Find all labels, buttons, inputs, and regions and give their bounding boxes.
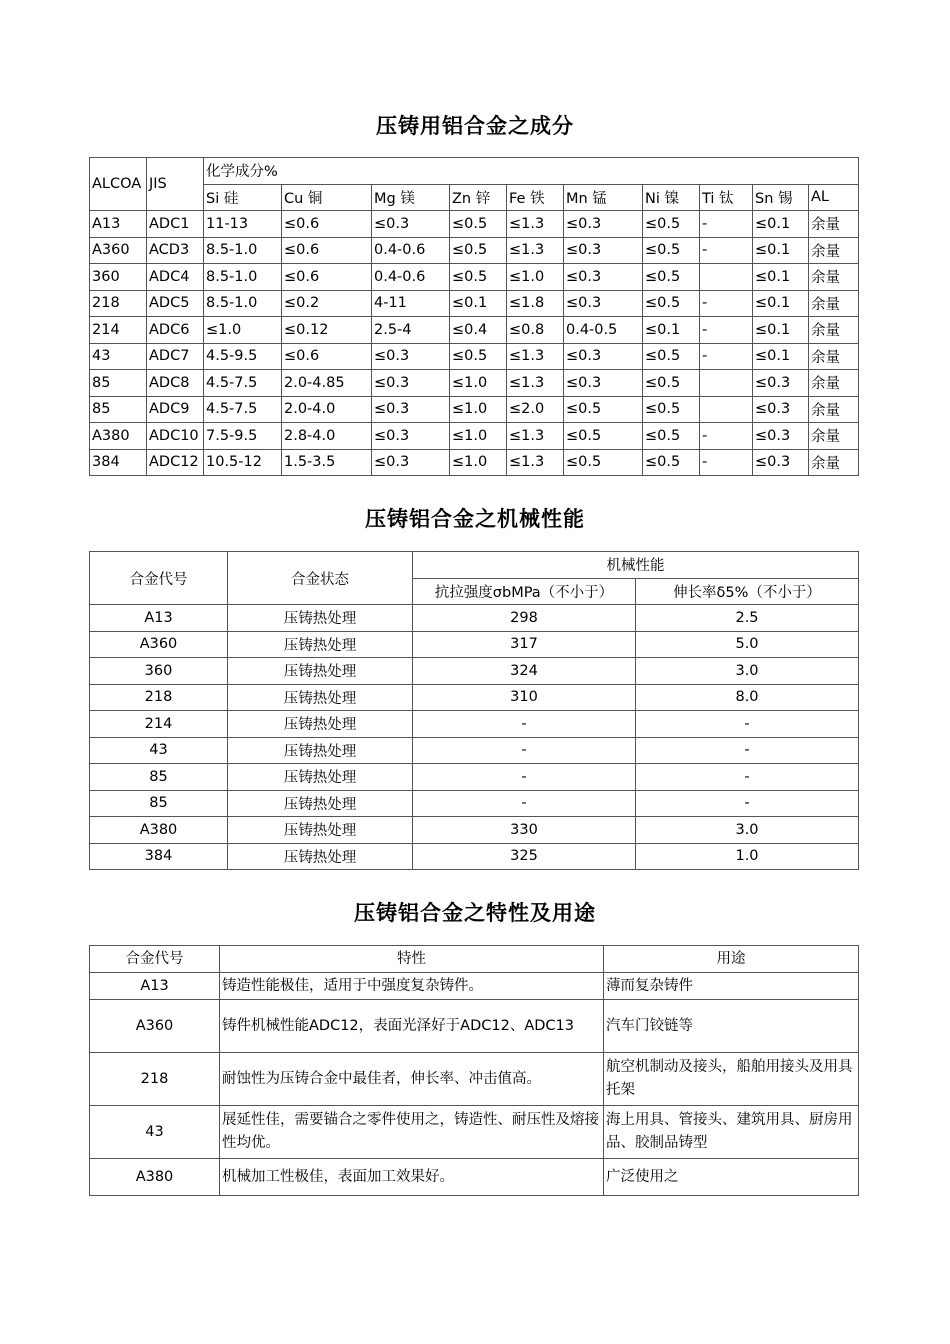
table-cell: ≤0.5 [564,423,643,450]
table-cell: ADC10 [147,423,204,450]
header-use: 用途 [604,946,859,973]
table-cell: ≤0.1 [753,211,809,238]
table-cell: 余量 [809,370,859,397]
header-element: Fe 铁 [507,184,564,211]
table-cell: - [636,711,859,738]
table-cell: A13 [90,211,147,238]
table-cell: 机械加工性极佳，表面加工效果好。 [220,1159,604,1196]
table-cell: ≤0.1 [753,317,809,344]
table-cell: ≤0.5 [643,423,700,450]
table-cell: ≤1.0 [507,264,564,291]
table-cell: 压铸热处理 [228,764,413,791]
table-cell: ≤0.5 [643,449,700,476]
table-cell: ≤0.6 [282,264,372,291]
table-cell: ≤0.1 [753,290,809,317]
table-cell: 310 [413,684,636,711]
table-cell: 298 [413,605,636,632]
header-alloy-state: 合金状态 [228,552,413,605]
table-cell: ≤0.8 [507,317,564,344]
table-cell: 0.4-0.6 [372,264,450,291]
table-cell: ≤0.5 [450,343,507,370]
table-cell: 2.5 [636,605,859,632]
table-cell: 85 [90,790,228,817]
table-cell: A360 [90,1000,220,1053]
table-cell: ≤0.3 [564,370,643,397]
table-cell: 8.5-1.0 [204,290,282,317]
table-cell: A380 [90,817,228,844]
table-cell [700,396,753,423]
table-cell: - [413,711,636,738]
table-cell: 85 [90,764,228,791]
table-cell: 2.0-4.85 [282,370,372,397]
table-cell: ≤0.6 [282,237,372,264]
table-cell: 218 [90,684,228,711]
table-cell: - [700,423,753,450]
table-cell: ≤1.8 [507,290,564,317]
table-cell [700,264,753,291]
table-cell: 广泛使用之 [604,1159,859,1196]
table-cell: ≤0.5 [643,237,700,264]
table-cell: ≤0.5 [643,396,700,423]
table-cell: A360 [90,631,228,658]
table-cell: 耐蚀性为压铸合金中最佳者，伸长率、冲击值高。 [220,1053,604,1106]
table-cell: ADC7 [147,343,204,370]
table-cell: 218 [90,290,147,317]
table-cell: ≤0.5 [450,237,507,264]
header-mechanical: 机械性能 [413,552,859,579]
table-cell: 海上用具、管接头、建筑用具、厨房用品、胶制品铸型 [604,1106,859,1159]
table-cell: 余量 [809,449,859,476]
table-cell: ADC8 [147,370,204,397]
table-cell: ≤0.3 [372,343,450,370]
table-cell: - [700,343,753,370]
table-cell: ≤1.0 [450,370,507,397]
table-cell: ≤2.0 [507,396,564,423]
table-cell: - [700,449,753,476]
table-cell: 余量 [809,290,859,317]
table-row [90,605,859,632]
table-cell: 360 [90,264,147,291]
usage-title: 压铸铝合金之特性及用途 [354,901,596,925]
mechanical-table [89,551,859,870]
table-cell: ≤0.6 [282,211,372,238]
header-element: Ni 镍 [643,184,700,211]
table-cell: 2.8-4.0 [282,423,372,450]
table-cell: ADC9 [147,396,204,423]
table-cell: ≤0.3 [372,396,450,423]
table-cell: ≤1.0 [450,423,507,450]
table-row [90,764,859,791]
header-element: Si 硅 [204,184,282,211]
table-row [90,631,859,658]
header-element: Mn 锰 [564,184,643,211]
table-cell: 压铸热处理 [228,711,413,738]
table-cell: 7.5-9.5 [204,423,282,450]
table-cell: ≤0.6 [282,343,372,370]
table-cell: ≤1.3 [507,370,564,397]
table-cell: 8.5-1.0 [204,264,282,291]
table-cell: ADC5 [147,290,204,317]
table-cell: ≤0.3 [564,211,643,238]
table-row [90,1053,859,1106]
table-cell: 8.5-1.0 [204,237,282,264]
table-cell: ≤1.0 [450,449,507,476]
table-row [90,1106,859,1159]
table-cell: 325 [413,843,636,870]
table-cell: 压铸热处理 [228,737,413,764]
table-row [90,237,859,264]
table-cell: 214 [90,711,228,738]
table-cell: A13 [90,973,220,1000]
table-cell: ≤0.3 [753,396,809,423]
table-cell: 214 [90,317,147,344]
table-cell: 330 [413,817,636,844]
table-row [90,211,859,238]
composition-title: 压铸用铝合金之成分 [376,114,574,138]
table-cell: 汽车门铰链等 [604,1000,859,1053]
table-row [90,973,859,1000]
header-feature: 特性 [220,946,604,973]
table-cell: - [636,764,859,791]
table-cell: 余量 [809,423,859,450]
table-cell [700,370,753,397]
table-cell: ≤0.1 [753,264,809,291]
table-cell: ≤0.5 [450,264,507,291]
table-cell: ≤0.3 [564,343,643,370]
table-row [90,370,859,397]
table-cell: 余量 [809,211,859,238]
table-cell: ≤0.5 [643,370,700,397]
table-cell: 10.5-12 [204,449,282,476]
table-cell: ≤1.3 [507,449,564,476]
table-cell: 317 [413,631,636,658]
table-cell: ≤0.5 [564,396,643,423]
header-jis: JIS [147,158,204,211]
table-cell: 余量 [809,343,859,370]
table-cell: 85 [90,396,147,423]
table-cell: 4.5-7.5 [204,370,282,397]
table-cell: 铸造性能极佳，适用于中强度复杂铸件。 [220,973,604,1000]
table-cell: 1.0 [636,843,859,870]
table-cell: ≤0.1 [450,290,507,317]
table-cell: - [413,737,636,764]
table-cell: ≤0.5 [643,264,700,291]
table-cell: 展延性佳，需要锚合之零件使用之，铸造性、耐压性及熔接性均优。 [220,1106,604,1159]
table-cell: ADC1 [147,211,204,238]
table-cell: ≤0.3 [372,211,450,238]
table-cell: ≤1.3 [507,211,564,238]
table-cell: 218 [90,1053,220,1106]
table-cell: ≤0.3 [753,449,809,476]
table-cell: ≤0.2 [282,290,372,317]
table-cell: ≤1.3 [507,237,564,264]
table-cell: - [413,790,636,817]
composition-table [89,157,859,476]
table-cell: ACD3 [147,237,204,264]
table-row [90,1159,859,1196]
table-cell: 3.0 [636,658,859,685]
table-row [90,658,859,685]
table-cell: A360 [90,237,147,264]
table-cell: 压铸热处理 [228,658,413,685]
table-cell: ≤0.3 [753,370,809,397]
table-cell: ≤0.1 [753,343,809,370]
table-cell: ≤0.5 [643,290,700,317]
table-cell: 余量 [809,396,859,423]
table-cell: 384 [90,843,228,870]
table-cell: 0.4-0.5 [564,317,643,344]
header-element: Cu 铜 [282,184,372,211]
table-cell: 3.0 [636,817,859,844]
table-cell: ≤1.3 [507,343,564,370]
table-cell: 余量 [809,237,859,264]
header-elongation: 伸长率δ5%（不小于） [636,578,859,605]
header-element: Zn 锌 [450,184,507,211]
table-row [90,423,859,450]
header-alloy-code: 合金代号 [90,552,228,605]
table-row [90,317,859,344]
mechanical-title: 压铸铝合金之机械性能 [365,507,585,531]
table-row [90,817,859,844]
usage-table [89,945,859,1196]
table-cell: - [700,237,753,264]
table-row [90,343,859,370]
table-cell: 4-11 [372,290,450,317]
table-cell: 航空机制动及接头，船舶用接头及用具托架 [604,1053,859,1106]
header-element: AL [809,184,859,211]
table-cell: ≤0.12 [282,317,372,344]
table-cell: 铸件机械性能ADC12，表面光泽好于ADC12、ADC13 [220,1000,604,1053]
table-cell: 43 [90,343,147,370]
table-cell: - [636,737,859,764]
table-row [90,711,859,738]
table-cell: 360 [90,658,228,685]
table-cell: 压铸热处理 [228,684,413,711]
table-cell: - [700,290,753,317]
table-cell: - [700,317,753,344]
table-cell: 4.5-7.5 [204,396,282,423]
table-cell: ≤0.5 [450,211,507,238]
table-cell: 2.0-4.0 [282,396,372,423]
table-cell: 压铸热处理 [228,843,413,870]
table-cell: ≤0.5 [564,449,643,476]
table-cell: 8.0 [636,684,859,711]
table-cell: ≤0.1 [643,317,700,344]
table-row [90,290,859,317]
header-chemical-composition: 化学成分% [204,158,859,185]
table-cell: 压铸热处理 [228,817,413,844]
table-cell: ≤0.3 [372,449,450,476]
table-cell: - [636,790,859,817]
table-cell: ≤1.0 [450,396,507,423]
table-cell: - [700,211,753,238]
table-cell: ADC12 [147,449,204,476]
table-cell: ≤0.1 [753,237,809,264]
table-cell: ≤0.3 [564,237,643,264]
table-row [90,790,859,817]
table-cell: 1.5-3.5 [282,449,372,476]
table-row [90,737,859,764]
table-row [90,684,859,711]
table-cell: 85 [90,370,147,397]
table-cell: 2.5-4 [372,317,450,344]
table-row [90,264,859,291]
header-alloy-code: 合金代号 [90,946,220,973]
header-element: Mg 镁 [372,184,450,211]
header-tensile-strength: 抗拉强度σbMPa（不小于） [413,578,636,605]
table-cell: ≤1.3 [507,423,564,450]
table-cell: 压铸热处理 [228,631,413,658]
table-cell: 薄而复杂铸件 [604,973,859,1000]
table-cell: ≤0.5 [643,343,700,370]
table-cell: ≤0.3 [372,423,450,450]
table-cell: 384 [90,449,147,476]
table-cell: 5.0 [636,631,859,658]
table-cell: ≤1.0 [204,317,282,344]
table-cell: 压铸热处理 [228,790,413,817]
table-cell: ADC6 [147,317,204,344]
table-row [90,396,859,423]
table-row [90,1000,859,1053]
table-cell: 43 [90,737,228,764]
table-cell: ≤0.4 [450,317,507,344]
table-row [90,449,859,476]
table-cell: A13 [90,605,228,632]
table-cell: ≤0.3 [564,290,643,317]
table-cell: 0.4-0.6 [372,237,450,264]
table-cell: 11-13 [204,211,282,238]
table-cell: ≤0.5 [643,211,700,238]
table-cell: A380 [90,1159,220,1196]
table-cell: 余量 [809,317,859,344]
table-cell: - [413,764,636,791]
table-cell: ≤0.3 [372,370,450,397]
table-cell: 324 [413,658,636,685]
table-cell: ADC4 [147,264,204,291]
table-cell: ≤0.3 [753,423,809,450]
table-cell: ≤0.3 [564,264,643,291]
table-cell: 压铸热处理 [228,605,413,632]
header-alcoa: ALCOA [90,158,147,211]
table-row [90,843,859,870]
header-element: Sn 锡 [753,184,809,211]
table-cell: 43 [90,1106,220,1159]
header-element: Ti 钛 [700,184,753,211]
table-cell: A380 [90,423,147,450]
table-cell: 4.5-9.5 [204,343,282,370]
table-cell: 余量 [809,264,859,291]
